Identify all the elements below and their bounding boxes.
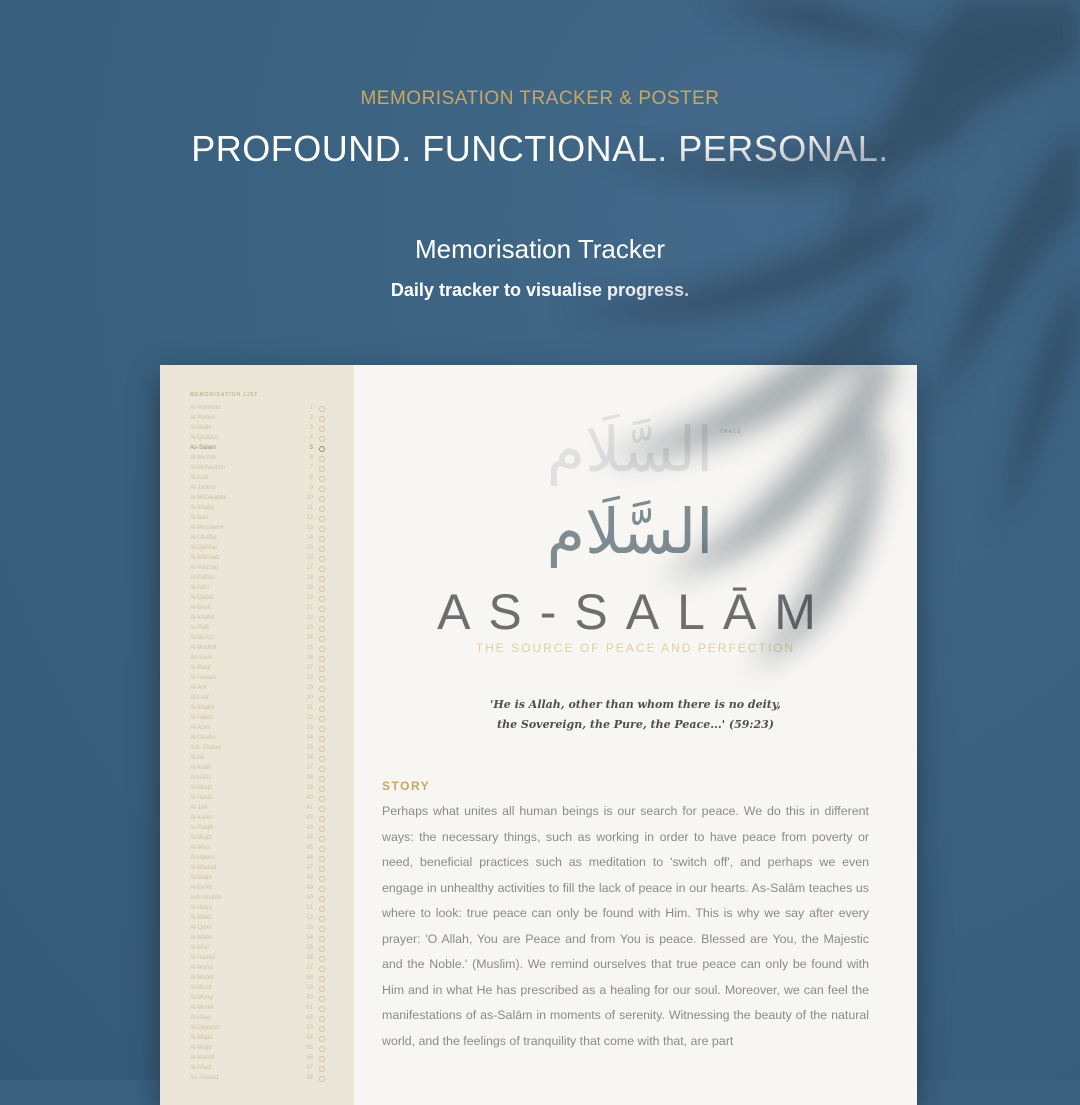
list-item-number: 64 (306, 1035, 313, 1041)
list-item-name: Al-Wasi (190, 845, 211, 851)
checkbox-circle-icon (319, 736, 325, 742)
list-item-name: As-Salam (190, 445, 217, 451)
checkbox-circle-icon (319, 1036, 325, 1042)
list-item-number: 57 (306, 965, 313, 971)
list-item-name: As-Samad (190, 1075, 219, 1081)
list-item-number: 52 (306, 915, 313, 921)
list-item-name: Al-Hamid (190, 955, 215, 961)
headline: PROFOUND. FUNCTIONAL. PERSONAL. (191, 128, 889, 169)
list-item (190, 925, 325, 932)
list-item (190, 695, 325, 702)
list-item-name: Al-Ba'ith (190, 885, 213, 891)
quote (354, 695, 917, 735)
checkbox-circle-icon (319, 756, 325, 762)
list-item-number: 42 (306, 815, 313, 821)
list-item (190, 755, 325, 762)
list-item-number: 68 (306, 1075, 313, 1081)
checkbox-circle-icon (319, 716, 325, 722)
checkbox-circle-icon (319, 1016, 325, 1022)
list-item (190, 935, 325, 942)
checkbox-circle-icon (319, 796, 325, 802)
list-item-number: 58 (306, 975, 313, 981)
list-item (190, 495, 325, 502)
list-item (190, 445, 325, 452)
list-item-name: Al-Quddus (190, 435, 219, 441)
list-item-name: Al-Qawi (190, 925, 212, 931)
poster-preview (160, 365, 917, 1105)
checkbox-circle-icon (319, 996, 325, 1002)
list-item-name: Al-Mujib (190, 835, 212, 841)
list-item-number: 51 (306, 905, 313, 911)
list-item (190, 675, 325, 682)
list-item-number: 61 (306, 1005, 313, 1011)
checkbox-circle-icon (319, 706, 325, 712)
checkbox-circle-icon (319, 576, 325, 582)
list-item-name: Al-Khaliq (190, 505, 215, 511)
checkbox-circle-icon (319, 676, 325, 682)
checkbox-circle-icon (319, 506, 325, 512)
list-item-name: Al-Wali (190, 945, 209, 951)
list-item-name: Al-Mubdi (190, 975, 214, 981)
list-item-name: Al-Hakam (190, 675, 217, 681)
story-heading: STORY (382, 779, 431, 793)
checkbox-circle-icon (319, 406, 325, 412)
list-item (190, 545, 325, 552)
list-item-number: 29 (306, 685, 313, 691)
list-item (190, 885, 325, 892)
checkbox-circle-icon (319, 876, 325, 882)
list-item (190, 425, 325, 432)
checkbox-circle-icon (319, 526, 325, 532)
list-item-number: 56 (306, 955, 313, 961)
list-item (190, 485, 325, 492)
list-item (190, 845, 325, 852)
checkbox-circle-icon (319, 486, 325, 492)
checkbox-circle-icon (319, 666, 325, 672)
list-item-name: Al-Wajid (190, 1035, 213, 1041)
list-item (190, 835, 325, 842)
arabic-name: السَّلَام (546, 495, 714, 568)
list-item-number: 49 (306, 885, 313, 891)
list-item-name: Al-Majid (190, 1045, 212, 1051)
list-item (190, 465, 325, 472)
list-item-name: Al-Qayyum (190, 1025, 220, 1031)
list-item (190, 1005, 325, 1012)
checkbox-circle-icon (319, 846, 325, 852)
list-item-number: 12 (306, 515, 313, 521)
list-item-number: 46 (306, 855, 313, 861)
list-item-name: Al-Wadud (190, 865, 217, 871)
list-item-name: Al-Basir (190, 665, 212, 671)
list-item-name: Al-Muqit (190, 785, 213, 791)
checkbox-circle-icon (319, 986, 325, 992)
list-item-number: 62 (306, 1015, 313, 1021)
list-item (190, 875, 325, 882)
list-item-number: 34 (306, 735, 313, 741)
list-item (190, 865, 325, 872)
checkbox-circle-icon (319, 946, 325, 952)
list-item-number: 55 (306, 945, 313, 951)
list-item-number: 44 (306, 835, 313, 841)
memorisation-list-panel (160, 365, 354, 1105)
list-item-name: Al-Muhsi (190, 965, 214, 971)
list-item-name: Al-Jabbar (190, 485, 216, 491)
list-item-name: Al-Hasib (190, 795, 213, 801)
list-item-name: Al-Fattah (190, 575, 215, 581)
list-item-number: 18 (306, 575, 313, 581)
list-item-name: Al-Karim (190, 815, 214, 821)
list-item (190, 705, 325, 712)
list-item (190, 665, 325, 672)
list-item-number: 25 (306, 645, 313, 651)
section-description: Daily tracker to visualise progress. (390, 280, 690, 300)
list-item (190, 405, 325, 412)
list-item (190, 645, 325, 652)
list-item-number: 66 (306, 1055, 313, 1061)
list-item (190, 1045, 325, 1052)
list-item-name: Al-Muhyi (190, 995, 214, 1001)
checkbox-circle-icon (319, 436, 325, 442)
name-subtitle: THE SOURCE OF PEACE AND PERFECTION (475, 641, 796, 655)
checkbox-circle-icon (319, 446, 325, 452)
checkbox-circle-icon (319, 496, 325, 502)
checkbox-circle-icon (319, 466, 325, 472)
checkbox-circle-icon (319, 866, 325, 872)
checkbox-circle-icon (319, 646, 325, 652)
checkbox-circle-icon (319, 1066, 325, 1072)
checkbox-circle-icon (319, 636, 325, 642)
list-item (190, 595, 325, 602)
checkbox-circle-icon (319, 956, 325, 962)
list-item (190, 795, 325, 802)
checkbox-circle-icon (319, 546, 325, 552)
list-item-name: Ash-Shahid (190, 895, 222, 901)
list-item-number: 63 (306, 1025, 313, 1031)
checkbox-circle-icon (319, 926, 325, 932)
list-item-number: 20 (306, 595, 313, 601)
checkbox-circle-icon (319, 776, 325, 782)
list-item (190, 975, 325, 982)
list-item-number: 16 (306, 555, 313, 561)
list-item (190, 775, 325, 782)
list-item-number: 41 (306, 805, 313, 811)
list-item-number: 40 (306, 795, 313, 801)
list-item-number: 54 (306, 935, 313, 941)
checkbox-circle-icon (319, 696, 325, 702)
checkbox-circle-icon (319, 596, 325, 602)
list-item-name: Al-Jalil (190, 805, 208, 811)
list-item-name: Al-Adl (190, 685, 207, 691)
list-item (190, 455, 325, 462)
list-item-name: Al-Wakil (190, 915, 212, 921)
list-item (190, 615, 325, 622)
list-item-number: 53 (306, 925, 313, 931)
checkbox-circle-icon (319, 1046, 325, 1052)
list-item (190, 825, 325, 832)
list-item (190, 715, 325, 722)
list-item (190, 515, 325, 522)
checkbox-circle-icon (319, 826, 325, 832)
list-item-number: 11 (306, 505, 313, 511)
list-item-number: 4 (309, 435, 313, 441)
list-item (190, 905, 325, 912)
quote-line-1: 'He is Allah, other than whom there is no deity, (490, 698, 781, 711)
list-item (190, 435, 325, 442)
story-text: Perhaps what unites all human beings is our search for peace. We do this in different ways: the necessary things, such as working in order to have peace from poverty or need, beneficial practices such as meditation to 'switch off', and perhaps we even engage in unhealthy activities to fill the lack of peace in our hearts. As-Salām teaches us where to look: true peace can only be found with Him. This is why we say after every prayer: 'O Allah, You are Peace and from You is peace. Blessed are You, the Majestic and the Noble.' (Muslim). We remind ourselves that true peace can only be found with Him and in what He has prescribed as a healing for our soul. Moreover, we can feel the manifestations of as-Salām in moments of serenity. Witnessing the beauty of the natural world, and the feelings of tranquility that come with that, are part (382, 804, 869, 1048)
checkbox-circle-icon (319, 766, 325, 772)
list-item-number: 43 (306, 825, 313, 831)
list-item-name: Al-Mumit (190, 1005, 214, 1011)
list-item (190, 985, 325, 992)
checkbox-circle-icon (319, 586, 325, 592)
list-item-name: Al-Aziz (190, 475, 209, 481)
list-item-name: Al-Kabir (190, 765, 212, 771)
list-item (190, 475, 325, 482)
list-item-number: 60 (306, 995, 313, 1001)
list-item-number: 7 (309, 465, 313, 471)
list-item-number: 39 (306, 785, 313, 791)
list-item (190, 995, 325, 1002)
list-item-number: 17 (306, 565, 313, 571)
checkbox-circle-icon (319, 976, 325, 982)
checkbox-circle-icon (319, 516, 325, 522)
list-item-number: 38 (306, 775, 313, 781)
checkbox-circle-icon (319, 606, 325, 612)
list-item-number: 2 (309, 415, 313, 421)
list-item (190, 895, 325, 902)
list-item-number: 32 (306, 715, 313, 721)
list-item-name: Ar-Razzaq (190, 565, 219, 571)
list-item (190, 1065, 325, 1072)
checkbox-circle-icon (319, 566, 325, 572)
checkbox-circle-icon (319, 536, 325, 542)
checkbox-circle-icon (319, 746, 325, 752)
checkbox-circle-icon (319, 726, 325, 732)
list-item-name: Al-Wahid (190, 1055, 215, 1061)
list-item-name: Al-Haqq (190, 905, 212, 911)
list-item-name: Al-Qabid (190, 595, 214, 601)
checkbox-circle-icon (319, 896, 325, 902)
list-item (190, 1075, 325, 1082)
list-item-name: Al-Alim (190, 585, 209, 591)
list-item-number: 14 (306, 535, 313, 541)
list-item-name: Al-Mu'id (190, 985, 212, 991)
list-item-name: Al-Ahad (190, 1065, 212, 1071)
list-item-name: Al-Malik (190, 425, 212, 431)
list-item-name: Ar-Rahman (190, 405, 221, 411)
list-item (190, 965, 325, 972)
list-item-number: 13 (306, 525, 313, 531)
list-item-number: 19 (306, 585, 313, 591)
list-item-name: Al-Latif (190, 695, 209, 701)
checkbox-circle-icon (319, 456, 325, 462)
list-item (190, 575, 325, 582)
list-item-name: Al-Basit (190, 605, 211, 611)
list-item (190, 1035, 325, 1042)
list-item (190, 625, 325, 632)
checkbox-circle-icon (319, 856, 325, 862)
list-item (190, 555, 325, 562)
list-item-name: Al-Khabir (190, 705, 215, 711)
list-item-name: Ar-Rahim (190, 415, 216, 421)
list-item (190, 855, 325, 862)
checkbox-circle-icon (319, 656, 325, 662)
list-item-number: 67 (306, 1065, 313, 1071)
list-item-number: 27 (306, 665, 313, 671)
list-item-number: 5 (309, 445, 313, 451)
list-item (190, 605, 325, 612)
list-item-number: 3 (309, 425, 313, 431)
list-item (190, 1025, 325, 1032)
list-item-name: Ar-Rafi (190, 625, 209, 631)
list-item-number: 30 (306, 695, 313, 701)
checkbox-circle-icon (319, 806, 325, 812)
list-item-number: 8 (309, 475, 313, 481)
list-item-name: Ar-Raqib (190, 825, 214, 831)
list-item-name: Al-Azim (190, 725, 211, 731)
list-item-number: 22 (306, 615, 313, 621)
name-title: AS-SALĀM (437, 584, 834, 640)
list-item-name: Al-Ghaffar (190, 535, 218, 541)
list-item-number: 28 (306, 675, 313, 681)
list-item-number: 24 (306, 635, 313, 641)
list-item-number: 45 (306, 845, 313, 851)
list-item-name: Al-Ghafur (190, 735, 216, 741)
list-item (190, 415, 325, 422)
trace-label: TRACE (720, 429, 742, 435)
list-item (190, 1015, 325, 1022)
list-item-name: Al-Mutakabbir (190, 495, 228, 501)
list-item (190, 685, 325, 692)
list-item-number: 21 (306, 605, 313, 611)
checkbox-circle-icon (319, 966, 325, 972)
list-item-name: Al-Hayy (190, 1015, 212, 1021)
list-item (190, 505, 325, 512)
list-item-name: Al-Matin (190, 935, 213, 941)
list-item (190, 765, 325, 772)
list-item-number: 37 (306, 765, 313, 771)
list-item (190, 745, 325, 752)
list-item-number: 15 (306, 545, 313, 551)
list-item (190, 955, 325, 962)
list-item-name: Al-Ali (190, 755, 205, 761)
list-item-number: 33 (306, 725, 313, 731)
checkbox-circle-icon (319, 886, 325, 892)
list-item-name: Al-Mudhill (190, 645, 217, 651)
list-item-number: 36 (306, 755, 313, 761)
list-item-name: Al-Muhaymin (190, 465, 226, 471)
list-item-name: Ash-Shakur (190, 745, 222, 751)
list-item-name: Al-Hakim (190, 855, 215, 861)
checkbox-circle-icon (319, 1026, 325, 1032)
checkbox-circle-icon (319, 906, 325, 912)
list-item-name: Al-Halim (190, 715, 213, 721)
checkbox-circle-icon (319, 786, 325, 792)
list-title: MEMORISATION LIST (190, 392, 259, 398)
checkbox-circle-icon (319, 836, 325, 842)
arabic-trace-text: السَّلَام (546, 413, 714, 486)
list-item (190, 915, 325, 922)
list-item-number: 31 (306, 705, 313, 711)
list-item-name: Al-Musawwir (190, 525, 225, 531)
list-item-name: Al-Wahhab (190, 555, 220, 561)
list-item (190, 735, 325, 742)
list-item-name: Al-Khafid (190, 615, 215, 621)
checkbox-circle-icon (319, 626, 325, 632)
list-item (190, 585, 325, 592)
checkbox-circle-icon (319, 556, 325, 562)
list-item-name: Al-Bari (190, 515, 209, 521)
list-item-number: 6 (309, 455, 313, 461)
list-item-number: 26 (306, 655, 313, 661)
list-item-name: Al-Qahhar (190, 545, 218, 551)
list-item-name: Al-Mu'izz (190, 635, 215, 641)
checkbox-circle-icon (319, 1076, 325, 1082)
list-item-number: 35 (306, 745, 313, 751)
list-item (190, 525, 325, 532)
list-item (190, 635, 325, 642)
list-item-number: 9 (309, 485, 313, 491)
checkbox-circle-icon (319, 916, 325, 922)
list-item (190, 805, 325, 812)
checkbox-circle-icon (319, 686, 325, 692)
list-item-number: 1 (309, 405, 313, 411)
eyebrow-label: MEMORISATION TRACKER & POSTER (360, 88, 720, 109)
list-item (190, 815, 325, 822)
checkbox-circle-icon (319, 1006, 325, 1012)
list-item-number: 48 (306, 875, 313, 881)
list-item (190, 655, 325, 662)
list-item-name: Al-Hafiz (190, 775, 212, 781)
list-item-number: 59 (306, 985, 313, 991)
checkbox-circle-icon (319, 616, 325, 622)
list-item (190, 725, 325, 732)
list-item (190, 785, 325, 792)
list-item-number: 23 (306, 625, 313, 631)
list-item-name: As-Sami (190, 655, 213, 661)
checkbox-circle-icon (319, 816, 325, 822)
list-item-number: 65 (306, 1045, 313, 1051)
list-item-number: 50 (306, 895, 313, 901)
section-title: Memorisation Tracker (415, 234, 665, 264)
checkbox-circle-icon (319, 476, 325, 482)
list-item-name: Al-Mu'min (190, 455, 217, 461)
checkbox-circle-icon (319, 936, 325, 942)
list-item-number: 47 (306, 865, 313, 871)
list-item-name: Al-Majid (190, 875, 212, 881)
checkbox-circle-icon (319, 1056, 325, 1062)
list-item (190, 1055, 325, 1062)
list-item (190, 535, 325, 542)
list-item (190, 945, 325, 952)
checkbox-circle-icon (319, 426, 325, 432)
quote-line-2: the Sovereign, the Pure, the Peace...' (59:23) (496, 718, 774, 731)
list-item-number: 10 (306, 495, 313, 501)
list-item (190, 565, 325, 572)
checkbox-circle-icon (319, 416, 325, 422)
